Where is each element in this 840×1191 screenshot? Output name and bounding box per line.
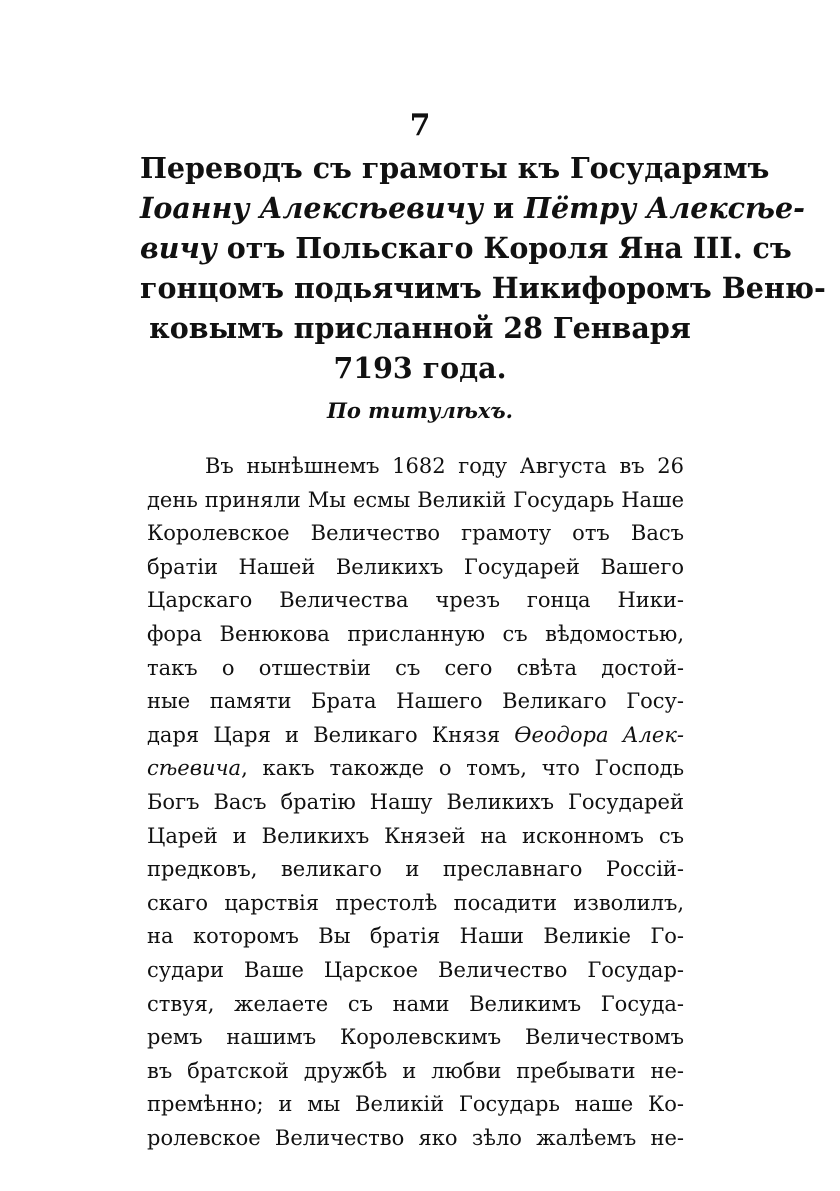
heading-line-6: 7193 года. [333, 351, 507, 385]
body-line: ремъ нашимъ Королевскимъ Величествомъ [147, 1025, 684, 1050]
body-line: скаго царствія престолѣ посадити изволилъ, [147, 890, 684, 915]
body-line: предковъ, великаго и преславнаго Россій- [147, 857, 684, 882]
body-line [147, 719, 684, 753]
document-heading [140, 148, 826, 388]
body-line: день приняли Мы есмы Великій Государь Наше [147, 487, 684, 512]
heading-line-3 [140, 228, 792, 268]
body-line: Царей и Великихъ Князей на исконномъ съ [147, 823, 684, 848]
section-subtitle: По титулѣхъ. [327, 398, 513, 423]
heading-name-petr-cont: вичу [140, 231, 217, 265]
body-line: ные памяти Брата Нашего Великаго Госу- [147, 689, 684, 714]
heading-conjunction: и [483, 191, 525, 225]
heading-line-2 [140, 188, 805, 228]
body-line: Королевское Величество грамоту отъ Васъ [147, 521, 684, 546]
heading-line-1: Переводъ съ грамоты къ Государямъ [140, 151, 770, 185]
body-line: судари Ваше Царское Величество Государ- [147, 957, 684, 982]
body-line: такъ о отшествіи съ сего свѣта достой- [147, 655, 684, 680]
body-line: ролевское Величество яко зѣло жалѣемъ не- [147, 1125, 684, 1150]
body-line [147, 752, 684, 786]
heading-name-ioann: Іоанну Алексѣевичу [140, 191, 484, 225]
body-line: братіи Нашей Великихъ Государей Вашего [147, 554, 684, 579]
heading-line-5: ковымъ присланной 28 Генваря [149, 311, 691, 345]
body-line: Царскаго Величества чрезъ гонца Ники- [147, 588, 684, 613]
heading-line-4: гонцомъ подьячимъ Никифоромъ Веню- [140, 271, 826, 305]
body-line-text: , какъ такожде о томъ, что Господь [241, 756, 684, 781]
body-line: премѣнно; и мы Великій Государь наше Ко- [147, 1092, 684, 1117]
body-line-text: даря Царя и Великаго Князя [147, 722, 515, 747]
heading-line-3-rest: отъ Польскаго Короля Яна III. съ [216, 231, 792, 265]
body-name-feodor-cont: сѣевича [147, 756, 242, 781]
body-line: Богъ Васъ братію Нашу Великихъ Государей [147, 789, 684, 814]
body-name-feodor: Өеодора Алек- [514, 722, 684, 747]
body-line: Въ нынѣшнемъ 1682 году Августа въ 26 [205, 454, 684, 478]
body-line: фора Венюкова присланную съ вѣдомостью, [147, 621, 684, 646]
body-line: ствуя, желаете съ нами Великимъ Госуда- [147, 991, 684, 1016]
body-line: въ братской дружбѣ и любви пребывати не- [147, 1058, 684, 1083]
page-number: 7 [409, 108, 431, 143]
body-line: на которомъ Вы братія Наши Великіе Го- [147, 924, 684, 949]
body-paragraph [147, 450, 684, 1155]
heading-name-petr: Пётру Алексѣе- [524, 191, 805, 225]
